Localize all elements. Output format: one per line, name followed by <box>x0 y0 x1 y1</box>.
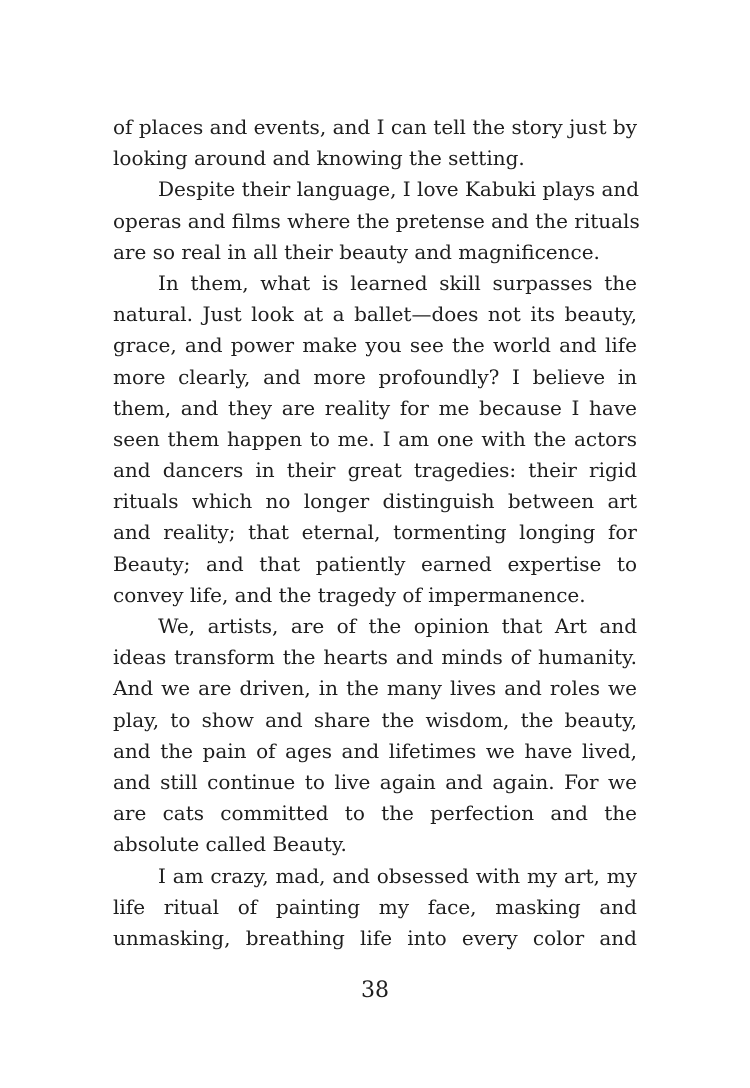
text-line: Despite their language, I love Kabuki plays and <box>158 177 640 202</box>
text-line: rituals which no longer distinguish between art <box>113 489 637 514</box>
text-line: I am crazy, mad, and obsessed with my art, my <box>158 863 637 888</box>
text-line: And we are driven, in the many lives and roles we <box>113 676 637 701</box>
text-line: and the pain of ages and lifetimes we have lived, <box>113 738 637 763</box>
text-line: of places and events, and I can tell the story just by <box>113 115 637 139</box>
text-line: and still continue to live again and again. For we <box>113 769 637 794</box>
text-line: are so real in all their beauty and magnificence. <box>113 239 600 264</box>
text-line: more clearly, and more profoundly? I believe in <box>113 364 637 389</box>
text-line: We, artists, are of the opinion that Art and <box>158 614 637 638</box>
paragraph <box>113 174 640 268</box>
text-line: Beauty; and that patiently earned expertise to <box>113 551 637 576</box>
paragraph <box>113 611 637 861</box>
paragraph <box>113 268 637 611</box>
text-line: and reality; that eternal, tormenting longing for <box>113 520 637 545</box>
text-line: ideas transform the hearts and minds of humanity. <box>113 645 637 670</box>
text-line: are cats committed to the perfection and the <box>113 801 637 826</box>
text-line: natural. Just look at a ballet—does not its beauty, <box>113 302 637 327</box>
text-line: In them, what is learned skill surpasses the <box>158 270 637 295</box>
text-line: seen them happen to me. I am one with the actors <box>113 426 637 451</box>
text-line: them, and they are reality for me because I have <box>113 395 637 420</box>
text-line: and dancers in their great tragedies: their rigid <box>113 458 637 483</box>
text-line: looking around and knowing the setting. <box>113 146 525 171</box>
text-line: unmasking, breathing life into every color and <box>113 925 637 950</box>
page-number: 38 <box>361 978 389 1003</box>
text-line: absolute called Beauty. <box>113 832 347 857</box>
paragraph <box>113 112 637 174</box>
text-line: grace, and power make you see the world and life <box>113 333 637 358</box>
text-line: convey life, and the tragedy of impermanence. <box>113 582 586 607</box>
text-line: play, to show and share the wisdom, the beauty, <box>113 707 637 732</box>
paragraph <box>113 861 637 955</box>
body-text <box>113 112 640 954</box>
text-line: life ritual of painting my face, masking and <box>113 894 637 919</box>
text-line: operas and films where the pretense and the rituals <box>113 208 640 233</box>
